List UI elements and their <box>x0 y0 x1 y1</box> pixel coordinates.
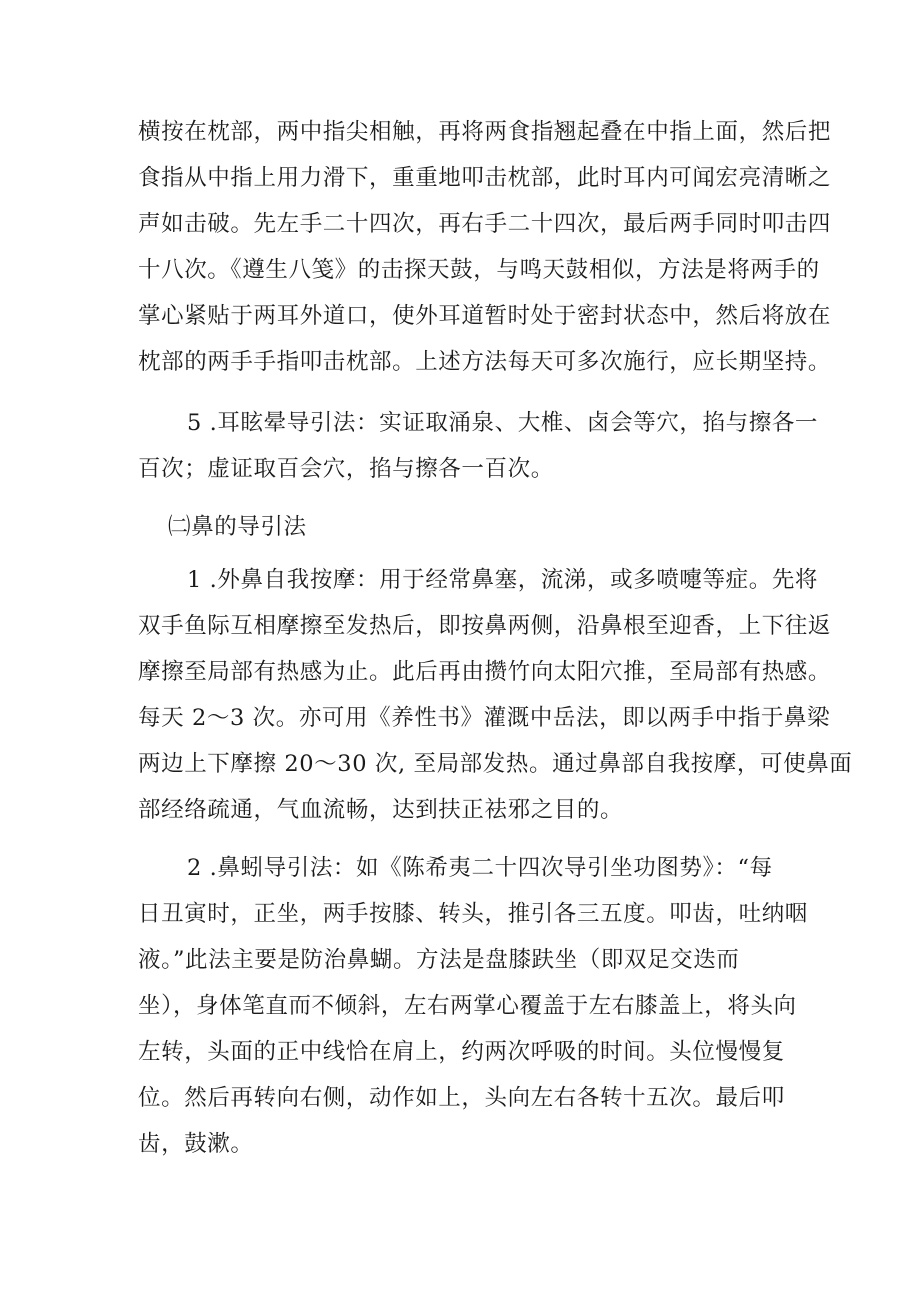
text-line: 坐），身体笔直而不倾斜，左右两掌心覆盖于左右膝盖上，将头向 <box>138 993 797 1019</box>
text-line: 掌心紧贴于两耳外道口，使外耳道暂时处于密封状态中，然后将放在 <box>138 303 832 329</box>
text-line: 5 .耳眩晕导引法：实证取涌泉、大椎、卤会等穴，掐与擦各一 <box>187 410 819 436</box>
text-line: 每天 2～3 次。亦可用《养性书》灌溉中岳法，即以两手中指于鼻梁 <box>138 705 831 731</box>
text-line: 位。然后再转向右侧，动作如上，头向左右各转十五次。最后叩 <box>138 1085 785 1111</box>
text-line: 部经络疏通，气血流畅，达到扶正祛邪之目的。 <box>138 797 624 823</box>
text-line: 横按在枕部，两中指尖相触，再将两食指翘起叠在中指上面，然后把 <box>138 119 832 145</box>
text-line: 齿，鼓漱。 <box>138 1131 254 1157</box>
text-line: 食指从中指上用力滑下，重重地叩击枕部，此时耳内可闻宏亮清晰之 <box>138 165 832 191</box>
text-line: 液。”此法主要是防治鼻蝴。方法是盘膝趺坐（即双足交迭而 <box>138 947 740 973</box>
text-line: 2 .鼻蚓导引法：如《陈希夷二十四次导引坐功图势》：“每 <box>187 855 773 881</box>
text-line: 声如击破。先左手二十四次，再右手二十四次，最后两手同时叩击四 <box>138 211 832 237</box>
text-line: 枕部的两手手指叩击枕部。上述方法每天可多次施行，应长期坚持。 <box>138 349 832 375</box>
text-line: 摩擦至局部有热感为止。此后再由攒竹向太阳穴推，至局部有热感。 <box>138 659 832 685</box>
text-line: 双手鱼际互相摩擦至发热后，即按鼻两侧，沿鼻根至迎香，上下往返 <box>138 613 832 639</box>
text-line: 十八次。《遵生八笺》的击探天鼓，与鸣天鼓相似，方法是将两手的 <box>138 257 820 283</box>
text-line: 百次；虚证取百会穴，掐与擦各一百次。 <box>138 456 554 482</box>
text-line: 日丑寅时，正坐，两手按膝、转头，推引各三五度。叩齿，吐纳咽 <box>138 901 808 927</box>
text-line: 1 .外鼻自我按摩：用于经常鼻塞，流涕，或多喷嚏等症。先将 <box>187 567 819 593</box>
text-line: 左转，头面的正中线恰在肩上，约两次呼吸的时间。头位慢慢复 <box>138 1039 785 1065</box>
section-heading: ㈡鼻的导引法 <box>168 514 307 540</box>
text-line: 两边上下摩擦 20～30 次, 至局部发热。通过鼻部自我按摩，可使鼻面 <box>138 751 853 777</box>
